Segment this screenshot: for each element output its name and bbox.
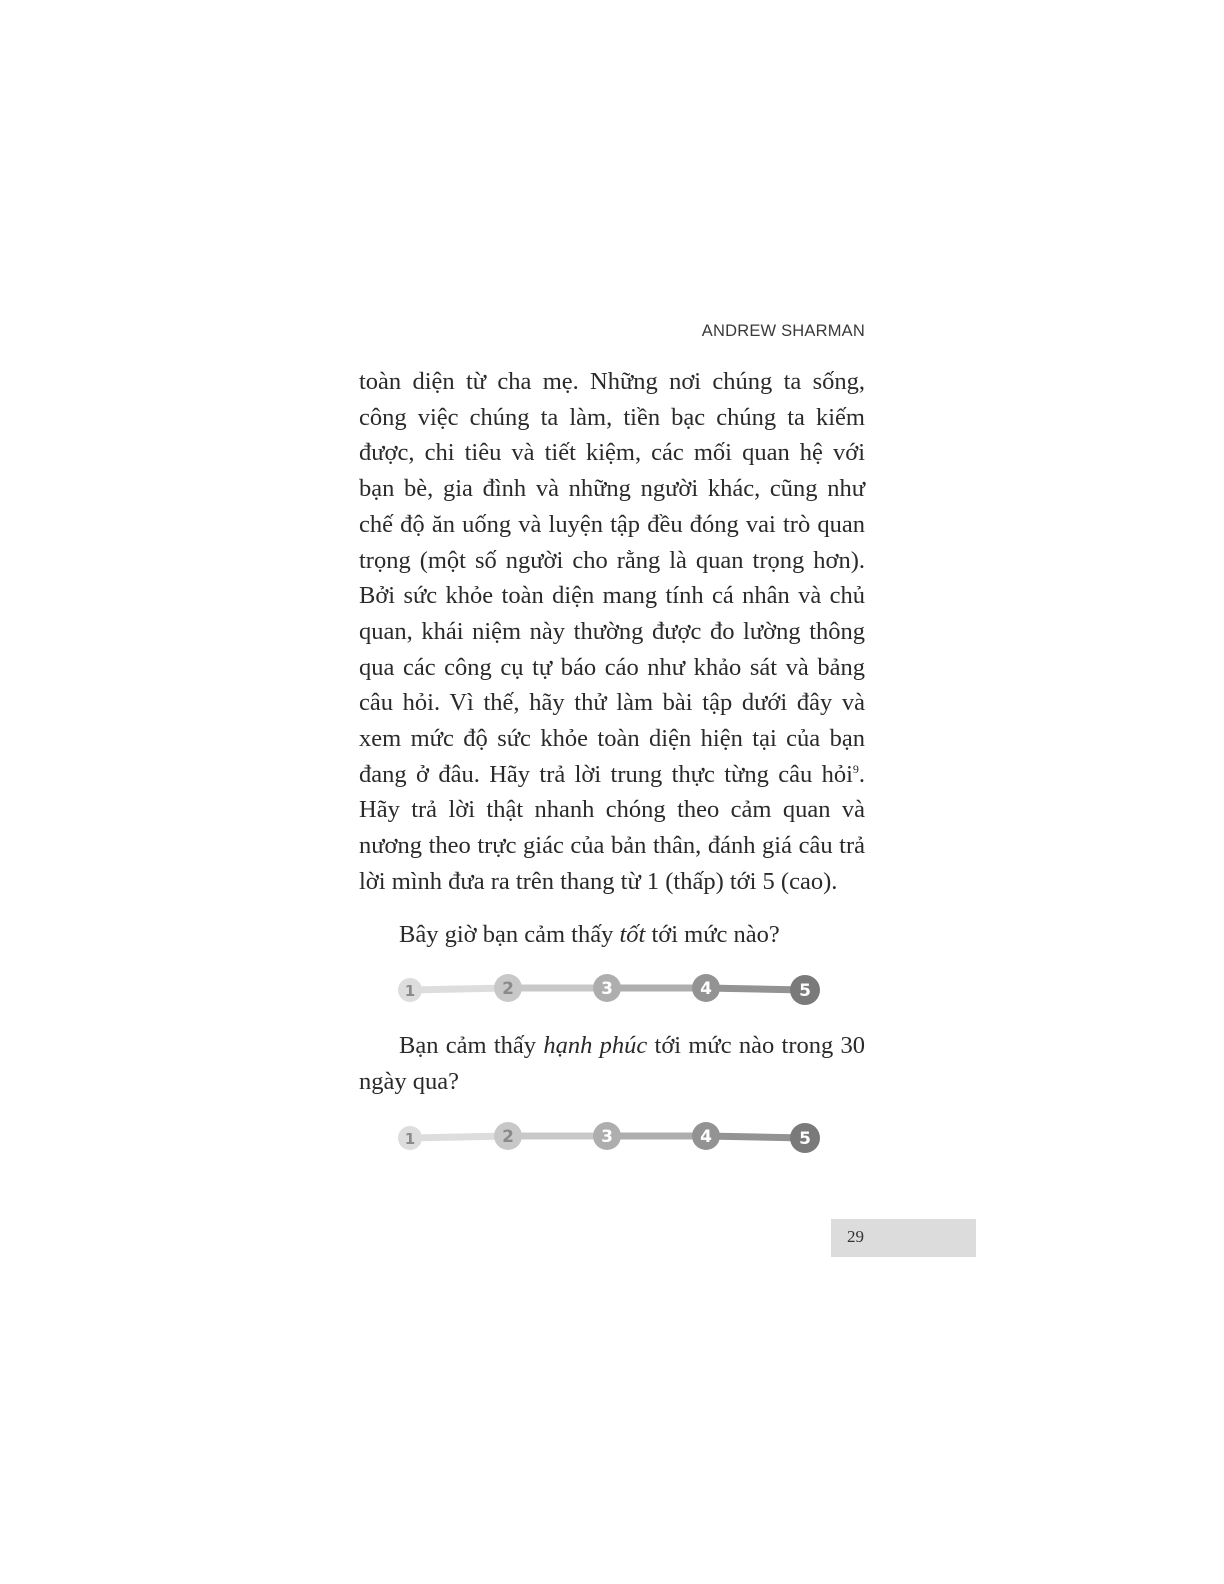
scale-2-label-5: 5	[799, 1128, 811, 1149]
scale-1-label-4: 4	[700, 979, 712, 1000]
question-1-emphasis: tốt	[619, 920, 646, 948]
scale-2-point-3[interactable]	[593, 1122, 621, 1150]
scale-1-point-5[interactable]	[790, 975, 820, 1005]
scale-1-point-4[interactable]	[692, 974, 720, 1002]
scale-2-label-1: 1	[404, 1129, 416, 1148]
scale-1-label-3: 3	[601, 979, 613, 1000]
scale-1-line-segment	[410, 988, 508, 990]
running-header-author: ANDREW SHARMAN	[701, 322, 865, 340]
question-2-text-start: Bạn cảm thấy	[399, 1032, 544, 1060]
scale-2-label-2: 2	[502, 1126, 514, 1147]
scale-2-label-4: 4	[700, 1126, 712, 1147]
scale-1-point-3[interactable]	[593, 974, 621, 1002]
question-1-text-end: tới mức nào?	[645, 920, 780, 948]
scale-2-label-3: 3	[601, 1126, 613, 1147]
scale-1-label-5: 5	[799, 981, 811, 1002]
scale-2-point-5[interactable]	[790, 1123, 820, 1153]
body-paragraph	[359, 364, 865, 900]
scale-2-point-4[interactable]	[692, 1122, 720, 1150]
scale-1-label-2: 2	[502, 979, 514, 1000]
page-number: 29	[847, 1227, 864, 1246]
rating-scale-2	[395, 1112, 865, 1162]
scale-2-line-segment	[410, 1136, 508, 1138]
scale-1-label-1: 1	[404, 982, 416, 1001]
question-2	[359, 1028, 865, 1099]
body-text-part-1: toàn diện từ cha mẹ. Những nơi chúng ta sống, công việc chúng ta làm, tiền bạc chúng ta kiếm được, chi tiêu và tiết kiệm, các mối quan hệ với bạn bè, gia đình và những người khác, cũng như chế độ ăn uống và luyện tập đều đóng vai trò quan trọng (một số người cho rằng là quan trọng hơn). Bởi sức khỏe toàn diện mang tính cá nhân và chủ quan, khái niệm này thường được đo lường thông qua các công cụ tự báo cáo như khảo sát và bảng câu hỏi. Vì thế, hãy thử làm bài tập dưới đây và xem mức độ sức khỏe toàn diện hiện tại của bạn đang ở đâu. Hãy trả lời trung thực từng câu hỏi	[359, 368, 865, 788]
page-content	[359, 364, 865, 1162]
footnote-marker: 9	[852, 761, 859, 776]
body-text-part-2: . Hãy trả lời thật nhanh chóng theo cảm quan và nương theo trực giác của bản thân, đánh giá câu trả lời mình đưa ra trên thang từ 1 (thấp) tới 5 (cao).	[359, 760, 865, 895]
scale-2-point-2[interactable]	[494, 1122, 522, 1150]
scale-1-point-2[interactable]	[494, 974, 522, 1002]
question-2-emphasis: hạnh phúc	[543, 1032, 648, 1060]
rating-scale-1	[395, 964, 865, 1014]
question-2-text-end: tới mức nào trong 30 ngày qua?	[359, 1032, 866, 1095]
scale-1-point-1[interactable]	[398, 978, 422, 1002]
page-number-box	[831, 1219, 976, 1257]
question-1	[359, 917, 865, 953]
scale-2-point-1[interactable]	[398, 1126, 422, 1150]
question-1-text-start: Bây giờ bạn cảm thấy	[399, 920, 620, 948]
